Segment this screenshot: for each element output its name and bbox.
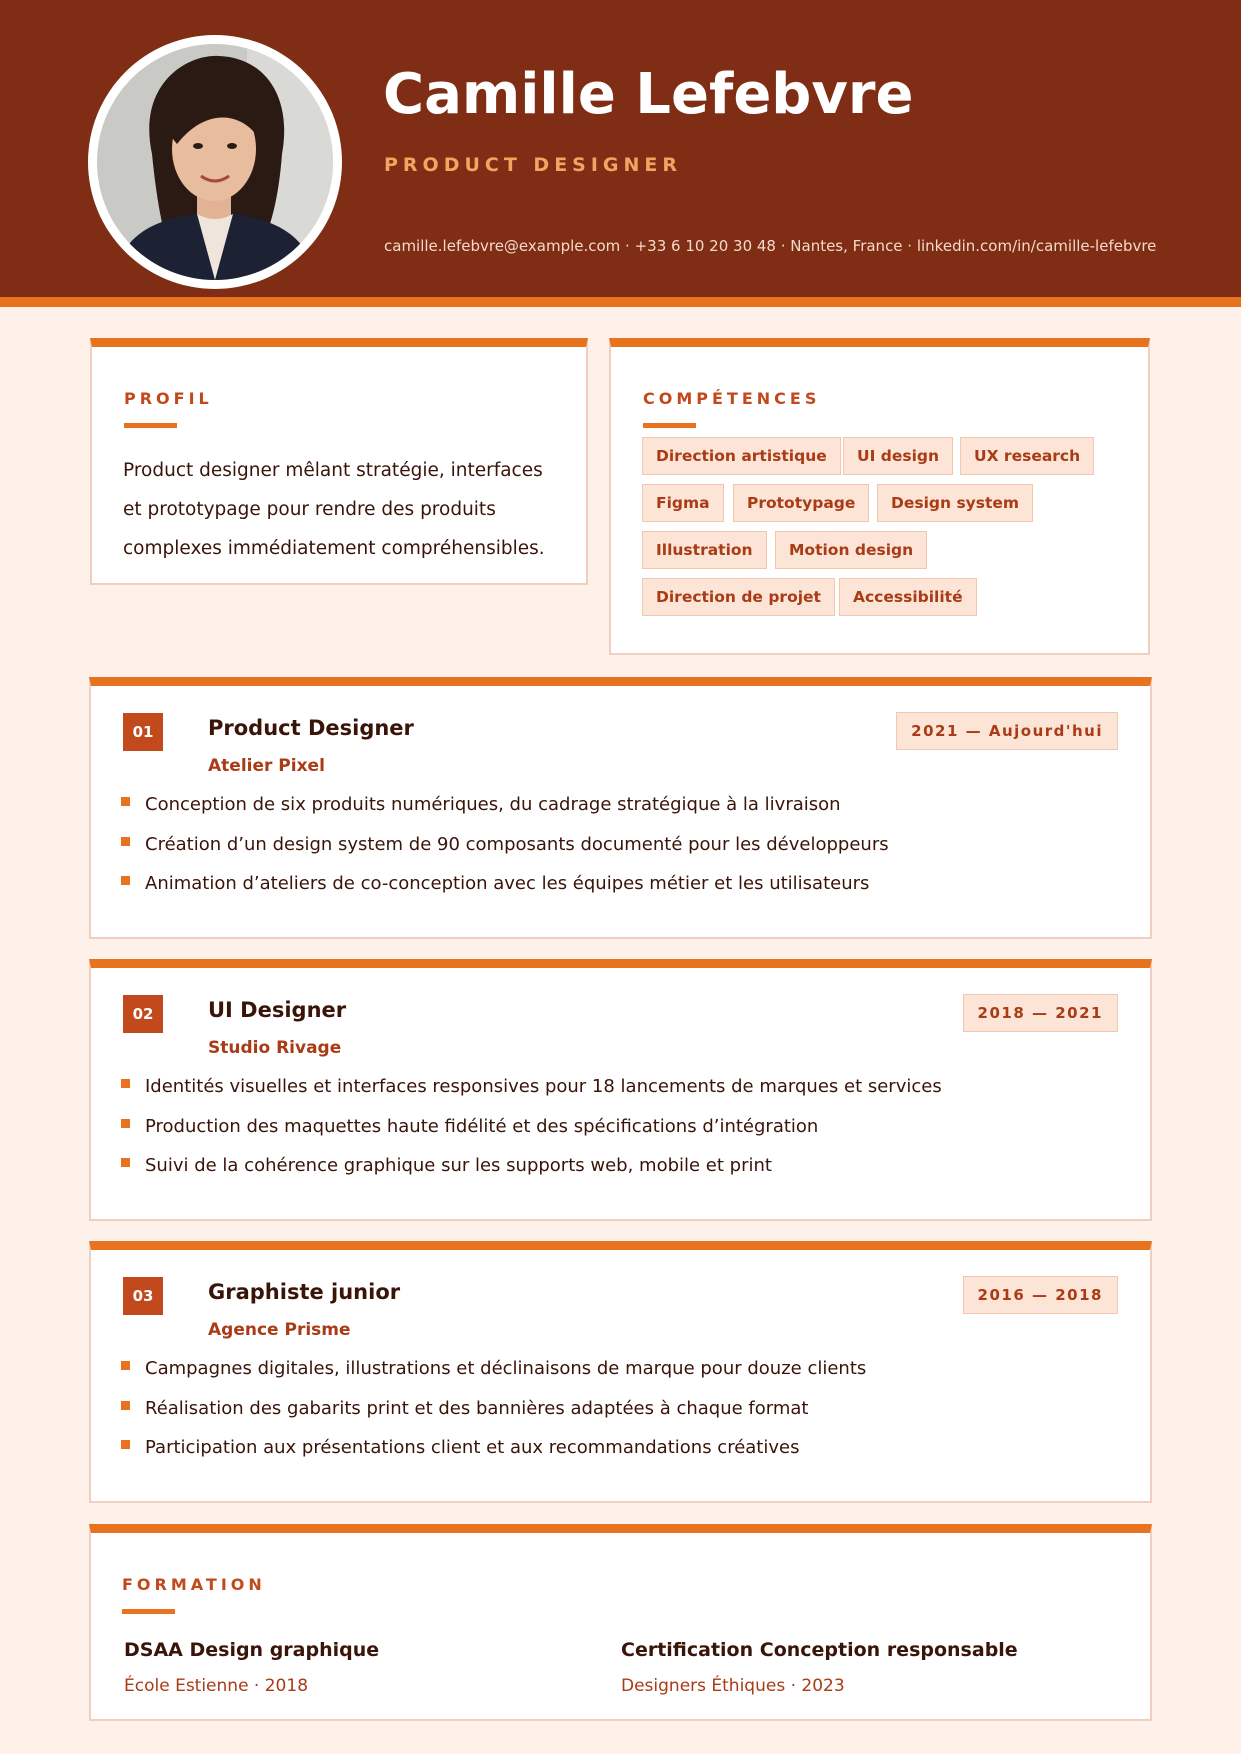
experience-bullets (121, 793, 889, 912)
bullet-square-icon (121, 876, 130, 885)
job-title: Graphiste junior (208, 1280, 401, 1304)
date-range-badge: 2018 — 2021 (963, 994, 1118, 1032)
education-item-school: École Estienne · 2018 (124, 1676, 309, 1696)
candidate-name: Camille Lefebvre (383, 62, 914, 127)
list-item: Suivi de la cohérence graphique sur les supports web, mobile et print (121, 1154, 942, 1194)
education-card (89, 1524, 1152, 1721)
education-item-school: Designers Éthiques · 2023 (621, 1676, 845, 1696)
skill-tag: Direction artistique (642, 437, 841, 475)
education-heading: FORMATION (122, 1575, 266, 1594)
skill-tag: Accessibilité (839, 578, 977, 616)
skill-tag: Illustration (642, 531, 767, 569)
experience-card (89, 677, 1152, 939)
education-item-title: Certification Conception responsable (621, 1639, 1018, 1661)
skill-tag: Prototypage (733, 484, 869, 522)
company-name: Atelier Pixel (208, 756, 325, 776)
skill-tag: UX research (960, 437, 1094, 475)
skill-tag: Figma (642, 484, 724, 522)
contact-line: camille.lefebvre@example.com · +33 6 10 20 30 48 · Nantes, France · linkedin.com/in/camille-lefebvre (384, 237, 1157, 255)
bullet-square-icon (121, 1079, 130, 1088)
profile-heading-underline (124, 423, 177, 428)
profile-heading: PROFIL (124, 389, 213, 408)
header (0, 0, 1241, 307)
date-range-badge: 2016 — 2018 (963, 1276, 1118, 1314)
skill-tag: Motion design (775, 531, 927, 569)
company-name: Studio Rivage (208, 1038, 342, 1058)
profile-card (90, 338, 588, 585)
experience-card (89, 959, 1152, 1221)
experience-bullets (121, 1075, 942, 1194)
bullet-square-icon (121, 1361, 130, 1370)
skill-tag: Design system (877, 484, 1033, 522)
list-item: Conception de six produits numériques, du cadrage stratégique à la livraison (121, 793, 889, 833)
bullet-square-icon (121, 1119, 130, 1128)
experience-bullets (121, 1357, 866, 1476)
company-name: Agence Prisme (208, 1320, 351, 1340)
date-range-badge: 2021 — Aujourd'hui (896, 712, 1118, 750)
experience-number: 03 (123, 1277, 163, 1315)
candidate-role: PRODUCT DESIGNER (384, 154, 683, 176)
education-item-title: DSAA Design graphique (124, 1639, 380, 1661)
bullet-square-icon (121, 1158, 130, 1167)
skills-card (609, 338, 1150, 655)
skill-tag: Direction de projet (642, 578, 835, 616)
list-item: Campagnes digitales, illustrations et déclinaisons de marque pour douze clients (121, 1357, 866, 1397)
experience-number: 01 (123, 713, 163, 751)
bullet-square-icon (121, 837, 130, 846)
education-heading-underline (122, 1609, 175, 1614)
job-title: UI Designer (208, 998, 347, 1022)
experience-card (89, 1241, 1152, 1503)
experience-number: 02 (123, 995, 163, 1033)
profile-photo (97, 44, 333, 280)
skill-tag: UI design (843, 437, 953, 475)
list-item: Identités visuelles et interfaces responsives pour 18 lancements de marques et services (121, 1075, 942, 1115)
list-item: Réalisation des gabarits print et des bannières adaptées à chaque format (121, 1397, 866, 1437)
list-item: Création d’un design system de 90 composants documenté pour les développeurs (121, 833, 889, 873)
list-item: Participation aux présentations client et aux recommandations créatives (121, 1436, 866, 1476)
list-item: Production des maquettes haute fidélité et des spécifications d’intégration (121, 1115, 942, 1155)
bullet-square-icon (121, 1401, 130, 1410)
profile-text: Product designer mêlant stratégie, interfaces et prototypage pour rendre des produits complexes immédiatement compréhensibles. (123, 460, 545, 559)
avatar (88, 35, 342, 289)
job-title: Product Designer (208, 716, 414, 740)
bullet-square-icon (121, 797, 130, 806)
list-item: Animation d’ateliers de co-conception avec les équipes métier et les utilisateurs (121, 872, 889, 912)
bullet-square-icon (121, 1440, 130, 1449)
skills-heading: COMPÉTENCES (643, 389, 821, 408)
skills-heading-underline (643, 423, 696, 428)
